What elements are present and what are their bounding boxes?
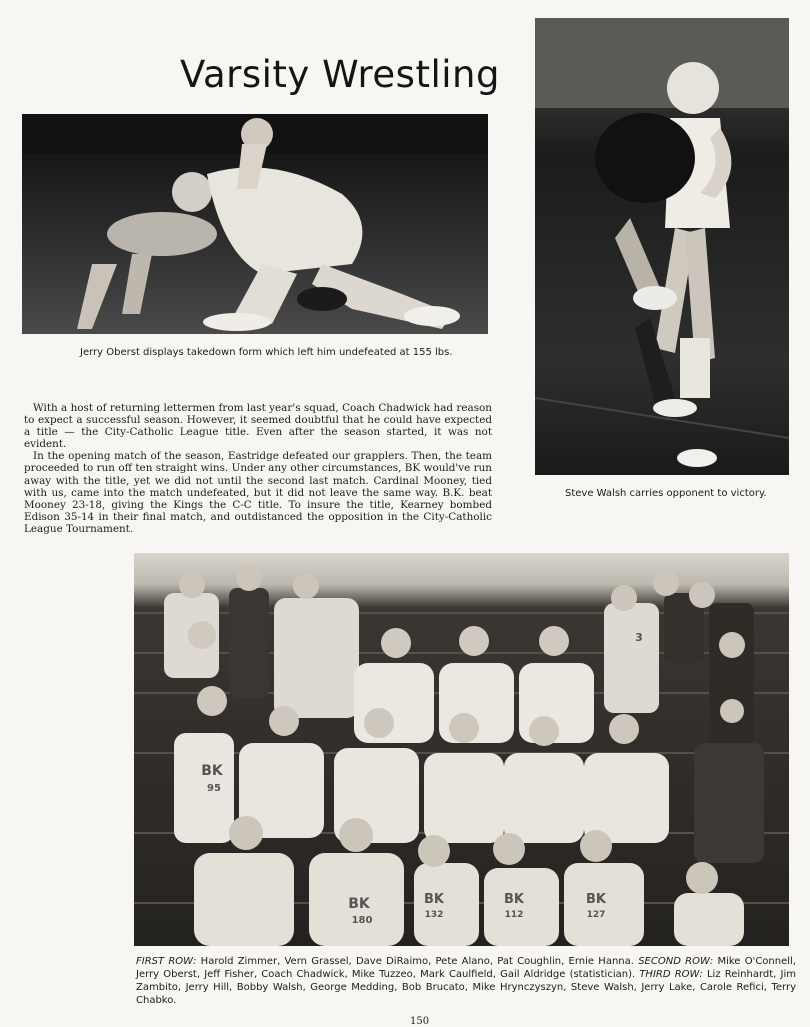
carry-caption: Steve Walsh carries opponent to victory. (565, 488, 767, 499)
third-row-names: Liz Reinhardt, Jim Zambito, Jerry Hill, Bobby Walsh, George Medding, Bob Brucato, Mike Hrynczyszyn, Steve Walsh, Jerry Lake, Carole Refici, Terry Chabko. (136, 969, 796, 1006)
article-paragraph: With a host of returning lettermen from last year's squad, Coach Chadwick had reason to expect a successful season. However, it seemed doubtful that he could have expected a title — the City-Catholic League title. Even after the season started, it was not evident. (24, 402, 492, 451)
second-row-names: Mike O'Connell, Jerry Oberst, Jeff Fisher, Coach Chadwick, Mike Tuzzeo, Mark Caulfield, Gail Aldridge (statistician). (136, 956, 796, 980)
jersey-label: 180 (351, 915, 373, 926)
page-number: 150 (410, 1016, 430, 1027)
jersey-label: 3 (635, 631, 643, 644)
article-body (24, 402, 492, 535)
first-row-names: Harold Zimmer, Vern Grassel, Dave DiRaimo, Pete Alano, Pat Coughlin, Ernie Hanna. (200, 956, 634, 967)
jersey-label: 95 (207, 783, 221, 794)
takedown-photo-image (22, 114, 488, 334)
carry-photo (535, 18, 789, 475)
jersey-label: BK (586, 892, 606, 907)
takedown-caption: Jerry Oberst displays takedown form which left him undefeated at 155 lbs. (80, 347, 453, 358)
jersey-label: 127 (586, 910, 606, 920)
article-paragraph: In the opening match of the season, Eastridge defeated our grapplers. Then, the team proceeded to run off ten straight wins. Under any other circumstances, BK would've run away with the title, yet we did not until the second last match. Cardinal Mooney, tied with us, came into the match undefeated, but it did not leave the same way. B.K. beat Mooney 23-18, giving the Kings the C-C title. To insure the title, Kearney bombed Edison 35-14 in their final match, and outdistanced the opposition in the City-Catholic League Tournament. (24, 450, 492, 535)
page-title: Varsity Wrestling (180, 52, 500, 96)
carry-photo-image (535, 18, 789, 475)
jersey-label: 132 (424, 910, 444, 920)
team-photo (134, 553, 789, 946)
jersey-label: BK (424, 892, 444, 907)
jersey-label: 112 (504, 910, 524, 920)
takedown-photo (22, 114, 488, 334)
jersey-label: BK (201, 763, 223, 779)
first-row-label: FIRST ROW: (136, 956, 197, 967)
roster-credits (136, 955, 796, 1007)
jersey-label: BK (504, 892, 524, 907)
jersey-label: BK (348, 896, 370, 912)
team-photo-image (134, 553, 789, 946)
third-row-label: THIRD ROW: (639, 969, 703, 980)
second-row-label: SECOND ROW: (638, 956, 714, 967)
